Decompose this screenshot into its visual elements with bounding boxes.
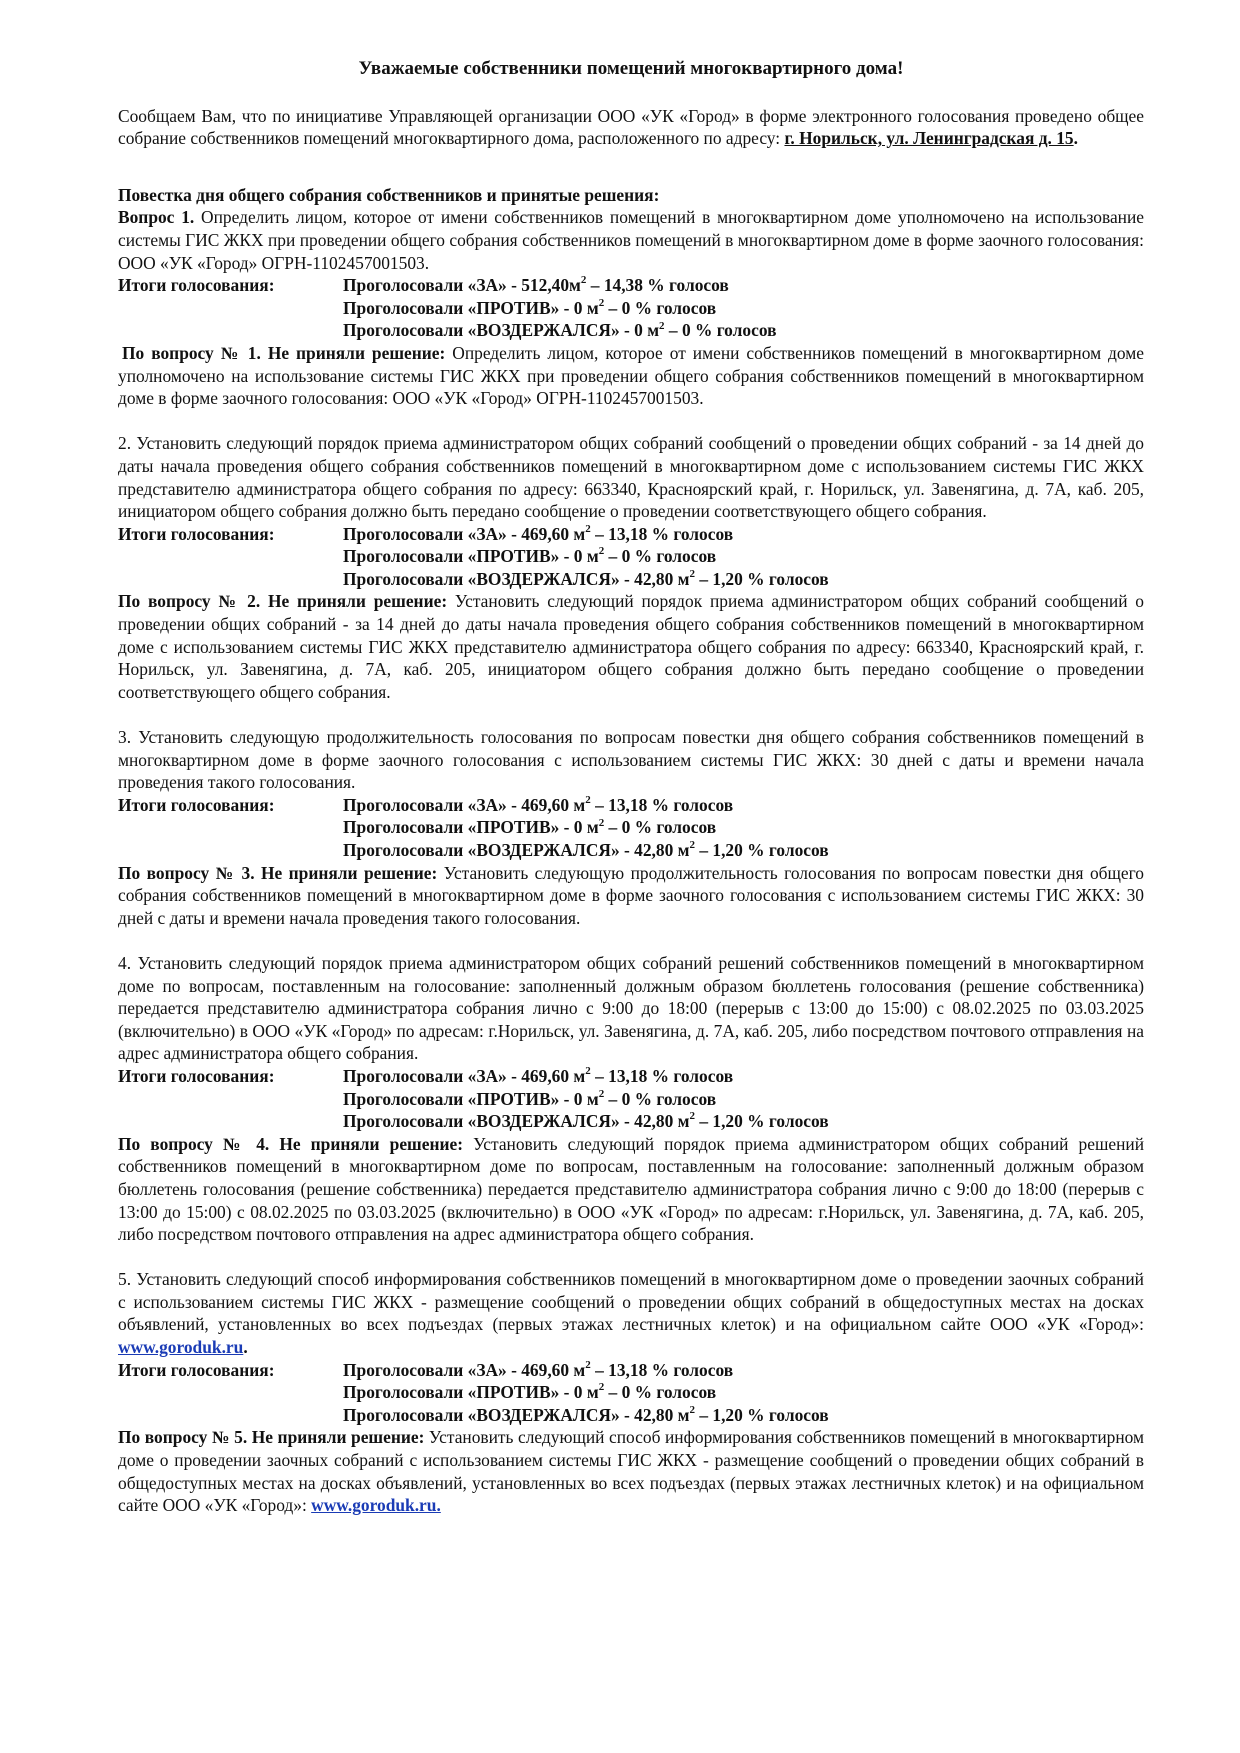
decision-1: По вопросу № 1. Не приняли решение: Определить лицом, которое от имени собственников помещений в многоквартирном доме уполномочено на использование системы ГИС ЖКХ при проведении общего собрания собственников помещений в многоквартирном доме в форме заочного голосования: ООО «УК «Город» ОГРН-1102457001503. bbox=[118, 342, 1144, 409]
vote-results-2-abstain: Проголосовали «ВОЗДЕРЖАЛСЯ» - 42,80 $м^2 - 1,20$ % голосов bbox=[343, 568, 829, 589]
vote-results-2-against: Проголосовали «ПРОТИВ» - 0 $м^2 - 0$ % голосов bbox=[343, 545, 717, 567]
vote-results-1-for: Итоги голосования: Проголосовали «ЗА» - $512,40м^2 - 14,38$ % голосов bbox=[118, 274, 729, 296]
decision-4: По вопросу № 4. Не приняли решение: Установить следующий порядок приема администратором общих собраний решений собственников помещений в многоквартирном доме по вопросам, поставленным на голосование: заполненный должным образом бюллетень голосования (решение собственника) передается представителю администратора собрания лично с 9:00 до 18:00 (перерыв с 13:00 до 15:00) с 08.02.2025 по 03.03.2025 (включительно) в ООО «УК «Город» по адресам: г.Норильск, ул. Завенягина, д. 7А, каб. 205, либо посредством почтового отправления на адрес администратора общего собрания. bbox=[118, 1133, 1144, 1245]
question-2: 2. Установить следующий порядок приема администратором общих собраний сообщений о проведении общих собраний - за 14 дней до даты начала проведения общего собрания собственников помещений в многоквартирном доме с использованием системы ГИС ЖКХ представителю администратора общего собрания по адресу: 663340, Красноярский край, г. Норильск, ул. Завенягина, д. 7А, каб. 205, инициатором общего собрания должно быть передано сообщение о проведении соответствующего общего собрания. bbox=[118, 433, 1144, 522]
intro-paragraph: Сообщаем Вам, что по инициативе Управляющей организации ООО «УК «Город» в форме электронного голосования проведено общее собрание собственников помещений многоквартирного дома, расположенного по адресу: г. Норильск, ул. Ленинградская д. 15. bbox=[118, 105, 1144, 149]
decision-2: По вопросу № 2. Не приняли решение: Установить следующий порядок приема администратором общих собраний сообщений о проведении общих собраний - за 14 дней до даты начала проведения общего собрания собственников помещений в многоквартирном доме с использованием системы ГИС ЖКХ представителю администратора общего собрания по адресу: 663340, Красноярский край, г. Норильск, ул. Завенягина, д. 7А, каб. 205, инициатором общего собрания должно быть передано сообщение о проведении соответствующего общего собрания. bbox=[118, 591, 1144, 702]
vote-results-1-against: Проголосовали «ПРОТИВ» - 0 $м^2 - 0$ % голосов bbox=[343, 296, 717, 318]
question-5: 5. Установить следующий способ информирования собственников помещений в многоквартирном доме о проведении заочных собраний с использованием системы ГИС ЖКХ - размещение сообщений о проведении общих собраний в общедоступных местах на досках объявлений, установленных во всех подъездах (первых этажах лестничных клеток) и на официальном сайте ООО «УК «Город»: www.goroduk.ru. bbox=[118, 1269, 1144, 1358]
vote-results-5-against: Проголосовали «ПРОТИВ» - 0 $м^2 - 0$ % голосов bbox=[343, 1381, 717, 1403]
decision-3: По вопросу № 3. Не приняли решение: Установить следующую продолжительность голосования по вопросам повестки дня общего собрания собственников помещений в многоквартирном доме в форме заочного голосования с использованием системы ГИС ЖКХ: 30 дней с даты и времени начала проведения такого голосования. bbox=[118, 862, 1145, 928]
agenda-heading: Повестка дня общего собрания собственников и принятые решения: bbox=[118, 184, 660, 205]
question-1: Вопрос 1. Определить лицом, которое от имени собственников помещений в многоквартирном доме уполномочено на использование системы ГИС ЖКХ при проведении общего собрания собственников помещений в многоквартирном доме в форме заочного голосования: ООО «УК «Город» ОГРН-1102457001503. bbox=[118, 207, 1145, 273]
website-link-decision[interactable]: www.goroduk.ru. bbox=[311, 1495, 441, 1516]
vote-results-3-for: Итоги голосования: Проголосовали «ЗА» - 469,60 $м^2 - 13,18$ % голосов bbox=[118, 794, 734, 815]
vote-results-3-abstain: Проголосовали «ВОЗДЕРЖАЛСЯ» - 42,80 $м^2 - 1,20$ % голосов bbox=[343, 839, 829, 860]
vote-results-1-abstain: Проголосовали «ВОЗДЕРЖАЛСЯ» - 0 $м^2 - 0$ % голосов bbox=[343, 319, 777, 341]
vote-results-3-against: Проголосовали «ПРОТИВ» - 0 $м^2 - 0$ % голосов bbox=[343, 816, 717, 838]
decision-5: По вопросу № 5. Не приняли решение: Установить следующий способ информирования собственников помещений в многоквартирном доме о проведении заочных собраний с использованием системы ГИС ЖКХ - размещение сообщений о проведении общих собраний в общедоступных местах на досках объявлений, установленных во всех подъездах (первых этажах лестничных клеток) и на официальном сайте ООО «УК «Город»: www.goroduk.ru. bbox=[118, 1427, 1144, 1516]
vote-results-5-for: Итоги голосования: Проголосовали «ЗА» - 469,60 $м^2 - 13,18$ % голосов bbox=[118, 1358, 734, 1380]
vote-results-4-abstain: Проголосовали «ВОЗДЕРЖАЛСЯ» - 42,80 $м^2 - 1,20$ % голосов bbox=[343, 1110, 829, 1132]
page-title: Уважаемые собственники помещений многоквартирного дома! bbox=[358, 58, 904, 79]
vote-results-4-for: Итоги голосования: Проголосовали «ЗА» - 469,60 $м^2 - 13,18$ % голосов bbox=[118, 1065, 734, 1086]
question-4: 4. Установить следующий порядок приема администратором общих собраний решений собственников помещений в многоквартирном доме по вопросам, поставленным на голосование: заполненный должным образом бюллетень голосования (решение собственника) передается представителю администратора собрания лично с 9:00 до 18:00 (перерыв с 13:00 до 15:00) с 08.02.2025 по 03.03.2025 (включительно) в ООО «УК «Город» по адресам: г.Норильск, ул. Завенягина, д. 7А, каб. 205, либо посредством почтового отправления на адрес администратора общего собрания. bbox=[118, 952, 1144, 1064]
vote-results-4-against: Проголосовали «ПРОТИВ» - 0 $м^2 - 0$ % голосов bbox=[343, 1087, 717, 1109]
question-3: 3. Установить следующую продолжительность голосования по вопросам повестки дня общего собрания собственников помещений в многоквартирном доме в форме заочного голосования с использованием системы ГИС ЖКХ: 30 дней с даты и времени начала проведения такого голосования. bbox=[118, 727, 1144, 793]
vote-results-5-abstain: Проголосовали «ВОЗДЕРЖАЛСЯ» - 42,80 $м^2 - 1,20$ % голосов bbox=[343, 1404, 829, 1425]
vote-results-2-for: Итоги голосования: Проголосовали «ЗА» - 469,60 $м^2 - 13,18$ % голосов bbox=[118, 522, 734, 544]
house-address: г. Норильск, ул. Ленинградская д. 15 bbox=[784, 128, 1074, 149]
website-link[interactable]: www.goroduk.ru bbox=[118, 1337, 244, 1358]
